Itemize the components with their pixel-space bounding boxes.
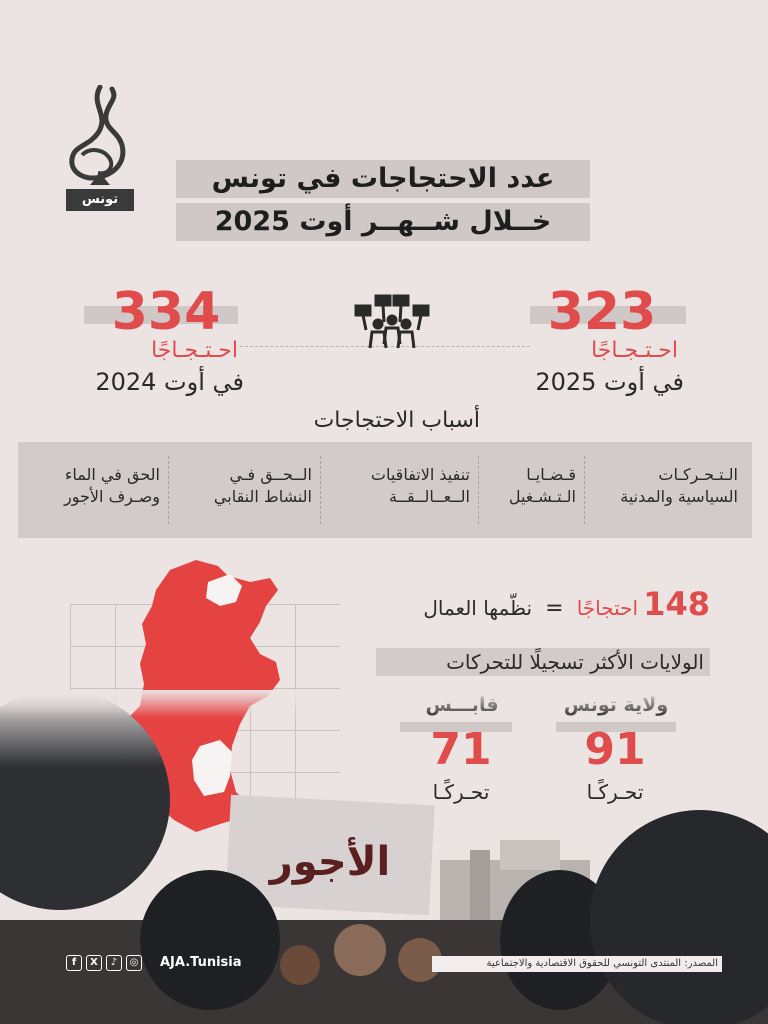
protests-2025-number: 323: [547, 282, 657, 342]
workers-stat: [360, 585, 710, 625]
protests-2025-period: في أوت 2025: [535, 368, 684, 396]
protests-2024-period: في أوت 2024: [95, 368, 244, 396]
reason-item: الــحــق فـي النشاط النقابي: [168, 456, 318, 524]
facebook-icon[interactable]: f: [66, 955, 82, 971]
workers-label: احتجاجًا: [576, 596, 639, 620]
calligraphy-icon: [60, 85, 140, 189]
instagram-icon[interactable]: ◎: [126, 955, 142, 971]
state-label-gabes: تحـركًـا: [432, 780, 490, 804]
workers-number: 148: [643, 585, 710, 623]
source-note: المصدر: المنتدى التونسي للحقوق الاقتصادية والاجتماعية: [432, 956, 722, 972]
reason-item: الحق في الماء وصـرف الأجور: [64, 465, 160, 506]
protesters-icon: [352, 292, 432, 352]
social-handle: AJA.Tunisia: [160, 955, 242, 970]
reasons-heading: أسباب الاحتجاجات: [313, 408, 480, 433]
protest-photo: [0, 690, 768, 1024]
reasons-panel: [18, 442, 752, 538]
equals-sign: =: [545, 596, 564, 621]
logo-badge: تونس: [66, 189, 134, 211]
page-title-line1: عدد الاحتجاجات في تونس: [176, 160, 590, 198]
protests-2025-label: احـتـجـاجًا: [591, 338, 678, 363]
protests-2024-label: احـتـجـاجًا: [151, 338, 238, 363]
protests-2024-number: 334: [111, 282, 221, 342]
workers-text: نظّمها العمال: [423, 596, 533, 620]
states-heading: الولايات الأكثر تسجيلًا للتحركات: [376, 648, 710, 676]
x-icon[interactable]: X: [86, 955, 102, 971]
tiktok-icon[interactable]: ♪: [106, 955, 122, 971]
reason-item: تنفيذ الاتفاقيات الــعــالــقــة: [320, 456, 476, 524]
sign-text: الأجور: [269, 839, 391, 885]
page-title-line2: خــلال شــهــر أوت 2025: [176, 203, 590, 241]
reason-item: الـتـحـركـات السياسية والمدنية: [584, 456, 744, 524]
social-icons: [66, 955, 142, 971]
reason-item: قـضـايـا الـتـشـغيل: [478, 456, 582, 524]
al-jazeera-logo: [60, 85, 140, 220]
state-label-tunis: تحـركًـا: [586, 780, 644, 804]
